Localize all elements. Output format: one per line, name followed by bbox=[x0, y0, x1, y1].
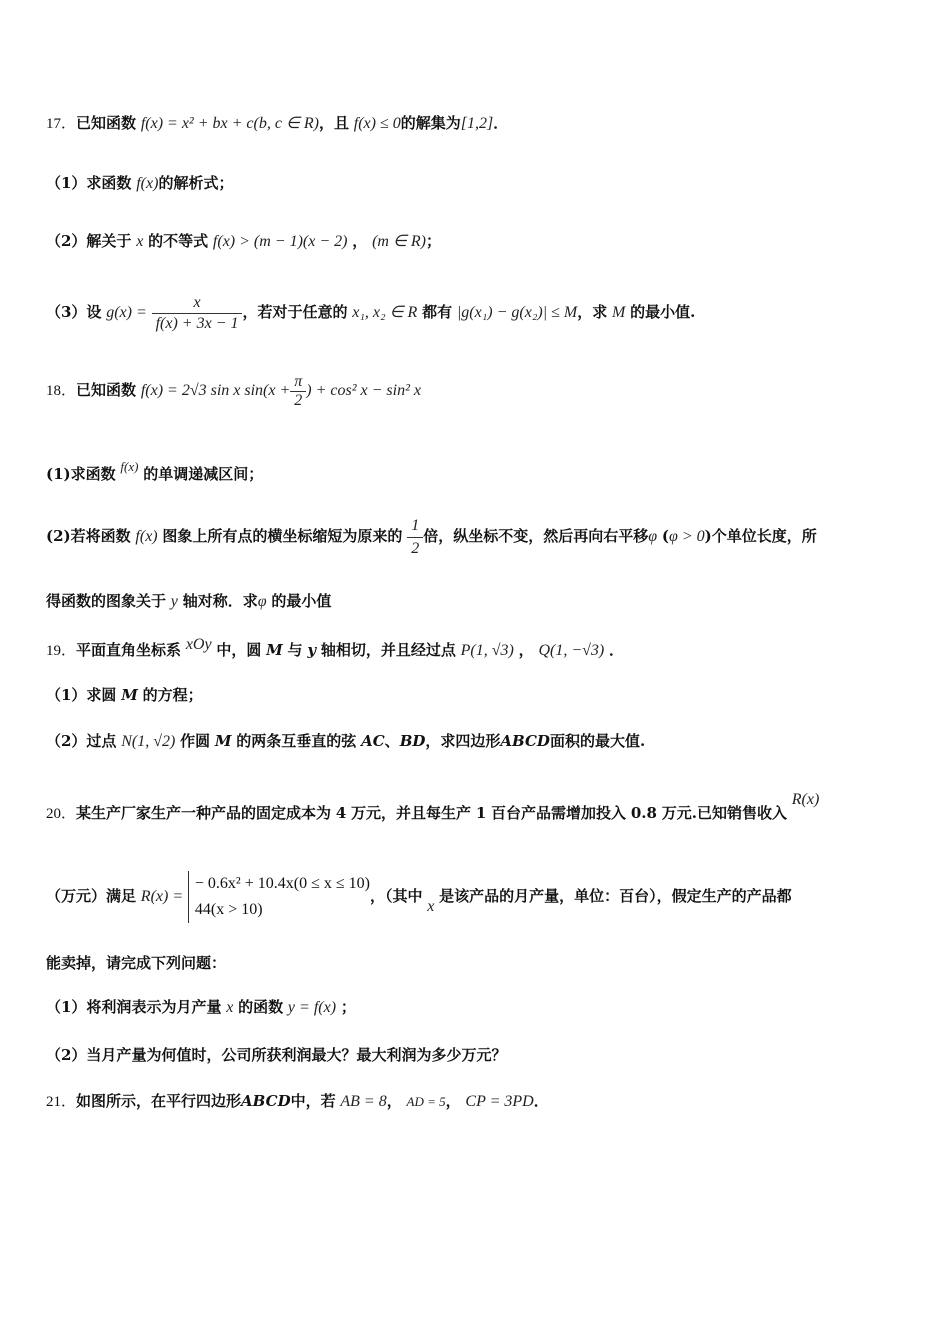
q20-part1: （1）将利润表示为月产量 x 的函数 y = f(x) ； bbox=[46, 998, 356, 1016]
q19-point-p: P(1, √3) bbox=[460, 642, 514, 659]
q18-stem: 18．已知函数 f(x) = 2√3 sin x sin(x + $\frac{\pi}{2}$ ) + cos² x − sin² x bbox=[46, 372, 421, 409]
q17-number: 17． bbox=[46, 116, 77, 132]
q17-abs-inequality: |g(x₁) − g(x₂)| ≤ M bbox=[456, 304, 578, 321]
q19-stem: 19．平面直角坐标系 xOy 中，圆 M 与 y 轴相切，并且经过点 P(1, √3) ， Q(1, −√3) ． bbox=[46, 636, 625, 659]
q18-part2-cont: 得函数的图象关于 y 轴对称．求φ 的最小值 bbox=[46, 592, 332, 610]
q17-part3: （3）设 g(x) = $\frac{x}{f(x) + 3x - 1}$ ，若对于任意的 x₁, x₂ ∈ R 都有 |g(x₁) − g(x₂)| ≤ M，求 M 的最小值. bbox=[46, 293, 696, 332]
q19-part2: （2）过点 N(1, √2) 作圆 M 的两条互垂直的弦 AC、BD，求四边形ABCD面积的最大值. bbox=[46, 732, 646, 750]
q18-function-def: f(x) = 2√3 sin x sin(x + $\frac{\pi}{2}$ ) + cos² x − sin² x bbox=[140, 372, 421, 409]
q20-stem: 20．某生产厂家生产一种产品的固定成本为 4 万元，并且每生产 1 百台产品需增加投入 0.8 万元.已知销售收入 R(x) bbox=[46, 791, 820, 822]
q17-g-fraction: $\frac{x}{f(x) + 3x - 1}$ bbox=[152, 293, 243, 334]
q20-piecewise: − 0.6x² + 10.4x(0 ≤ x ≤ 10) 44(x > 10) bbox=[188, 871, 370, 923]
q20-part2: （2）当月产量为何值时，公司所获利润最大？最大利润为多少万元？ bbox=[46, 1046, 507, 1064]
q18-part2: (2)若将函数 f(x) 图象上所有点的横坐标缩短为原来的 $\frac{1}{2}$ 倍，纵坐标不变，然后再向右平移φ (φ > 0)个单位长度，所 bbox=[46, 508, 910, 565]
q17-part2: （2）解关于 x 的不等式 f(x) > (m − 1)(x − 2) ， (m ∈ R)； bbox=[46, 232, 441, 250]
q17-function-def: f(x) = x² + bx + c(b, c ∈ R) bbox=[140, 115, 319, 132]
q19-part1: （1）求圆 M 的方程； bbox=[46, 686, 203, 704]
q18-half: $\frac{1}{2}$ bbox=[407, 515, 423, 560]
q21-stem: 21．如图所示，在平行四边形ABCD中，若 AB = 8， AD = 5， CP = 3PD． bbox=[46, 1092, 549, 1110]
q18-part1: (1)求函数 f(x) 的单调递减区间； bbox=[46, 459, 264, 483]
q19-point-n: N(1, √2) bbox=[121, 733, 176, 750]
q19-point-q: Q(1, −√3) bbox=[538, 642, 605, 659]
q17-stem: 17．已知函数 f(x) = x² + bx + c(b, c ∈ R)，且 f(x) ≤ 0的解集为[1,2]． bbox=[46, 114, 509, 132]
q17-inequality: f(x) > (m − 1)(x − 2) bbox=[212, 233, 348, 250]
q20-revenue: （万元）满足 R(x) = − 0.6x² + 10.4x(0 ≤ x ≤ 10) 44(x > 10) ，（其中 x 是该产品的月产量，单位：百台），假定生产的产品都 bbox=[46, 866, 910, 937]
q17-interval: [1,2] bbox=[460, 115, 494, 132]
q17-condition: f(x) ≤ 0 bbox=[353, 115, 401, 132]
q17-part1: （1）求函数 f(x)的解析式； bbox=[46, 174, 234, 192]
q20-line3: 能卖掉，请完成下列问题： bbox=[46, 954, 227, 972]
